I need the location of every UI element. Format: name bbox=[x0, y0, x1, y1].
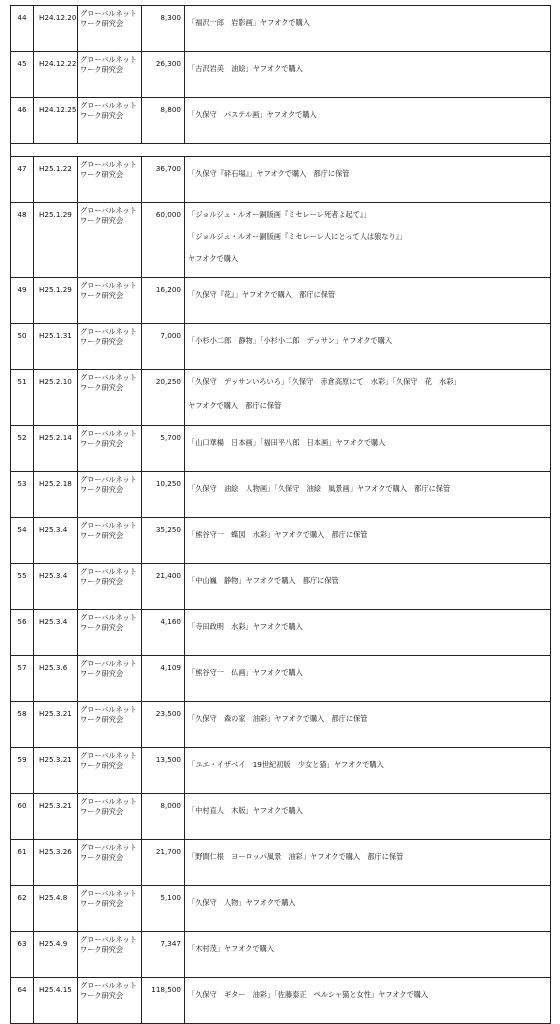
entry-number: 54 bbox=[11, 518, 34, 564]
entry-organization: グローバルネットワーク研究会 bbox=[78, 702, 142, 748]
entry-description bbox=[185, 932, 551, 978]
description-line: 「久保守『砕石場』」ヤフオクで購入 都庁に保管 bbox=[188, 169, 350, 178]
entry-amount: 4,109 bbox=[142, 656, 185, 702]
description-line: 「久保守 森の家 油彩」ヤフオクで購入 都庁に保管 bbox=[188, 714, 368, 723]
entry-date: H25.1.29 bbox=[34, 203, 78, 278]
entry-date: H24.12.25 bbox=[34, 98, 78, 144]
entry-date: H24.12.20 bbox=[34, 6, 78, 52]
entry-date: H25.3.26 bbox=[34, 840, 78, 886]
entry-amount: 20,250 bbox=[142, 370, 185, 426]
entry-number: 59 bbox=[11, 748, 34, 794]
entry-date: H25.3.21 bbox=[34, 748, 78, 794]
description-line: 「ジョルジュ・ルオー銅版画『ミセレーレ死者よ起て』」 bbox=[188, 210, 371, 219]
table-row bbox=[11, 610, 551, 656]
entry-description bbox=[185, 426, 551, 472]
description-line: 「ジョルジュ・ルオー銅版画『ミセレーレ人にとって人は狼なり』」 bbox=[188, 232, 407, 241]
description-line: 「ユエ・イザベイ 19世紀初版 少女と猫」ヤフオクで購入 bbox=[188, 760, 384, 769]
entry-organization: グローバルネットワーク研究会 bbox=[78, 98, 142, 144]
table-row bbox=[11, 518, 551, 564]
entry-number: 55 bbox=[11, 564, 34, 610]
entry-date: H25.1.31 bbox=[34, 324, 78, 370]
entry-date: H25.3.4 bbox=[34, 564, 78, 610]
entry-description bbox=[185, 610, 551, 656]
entry-description bbox=[185, 748, 551, 794]
entry-date: H25.3.21 bbox=[34, 794, 78, 840]
entry-amount: 26,300 bbox=[142, 52, 185, 98]
table-row bbox=[11, 278, 551, 324]
entry-organization: グローバルネットワーク研究会 bbox=[78, 52, 142, 98]
entry-organization: グローバルネットワーク研究会 bbox=[78, 278, 142, 324]
description-line: 「久保守 デッサンいろいろ」「久保守 赤倉高原にて 水彩」「久保守 花 水彩」 bbox=[188, 377, 461, 386]
entry-description bbox=[185, 278, 551, 324]
description-line: 「熊谷守一 蝶図 水彩」ヤフオクで購入 都庁に保管 bbox=[188, 530, 368, 539]
entry-amount: 21,700 bbox=[142, 840, 185, 886]
entry-amount: 16,200 bbox=[142, 278, 185, 324]
table-row bbox=[11, 932, 551, 978]
description-line: ヤフオクで購入 bbox=[188, 254, 239, 263]
entry-description bbox=[185, 840, 551, 886]
table-row bbox=[11, 978, 551, 1024]
entry-number: 60 bbox=[11, 794, 34, 840]
entry-number: 64 bbox=[11, 978, 34, 1024]
entry-date: H25.4.15 bbox=[34, 978, 78, 1024]
table-row bbox=[11, 840, 551, 886]
entry-amount: 13,500 bbox=[142, 748, 185, 794]
table-row bbox=[11, 702, 551, 748]
entry-organization: グローバルネットワーク研究会 bbox=[78, 610, 142, 656]
table-row bbox=[11, 748, 551, 794]
entry-description bbox=[185, 324, 551, 370]
entry-organization: グローバルネットワーク研究会 bbox=[78, 6, 142, 52]
entry-description bbox=[185, 518, 551, 564]
description-line: 「山口華楊 日本画」「福田平八郎 日本画」ヤフオクで購入 bbox=[188, 438, 386, 447]
entry-date: H25.3.21 bbox=[34, 702, 78, 748]
entry-number: 45 bbox=[11, 52, 34, 98]
description-line: 「古沢岩美 油絵」ヤフオクで購入 bbox=[188, 64, 303, 73]
entry-date: H24.12.22 bbox=[34, 52, 78, 98]
entry-description bbox=[185, 886, 551, 932]
description-line: 「久保守 パステル画」ヤフオクで購入 bbox=[188, 110, 317, 119]
description-line: 「小杉小二郎 静物」「小杉小二郎 デッサン」ヤフオクで購入 bbox=[188, 336, 393, 345]
description-line: ヤフオクで購入 都庁に保管 bbox=[188, 401, 282, 410]
entry-amount: 35,250 bbox=[142, 518, 185, 564]
entry-organization: グローバルネットワーク研究会 bbox=[78, 564, 142, 610]
entry-number: 62 bbox=[11, 886, 34, 932]
gap-cell bbox=[11, 144, 551, 157]
entry-description bbox=[185, 52, 551, 98]
entry-number: 49 bbox=[11, 278, 34, 324]
description-line: 「久保守 人物」ヤフオクで購入 bbox=[188, 898, 296, 907]
entry-number: 61 bbox=[11, 840, 34, 886]
entry-amount: 8,800 bbox=[142, 98, 185, 144]
entry-organization: グローバルネットワーク研究会 bbox=[78, 157, 142, 203]
entry-organization: グローバルネットワーク研究会 bbox=[78, 324, 142, 370]
entry-amount: 5,700 bbox=[142, 426, 185, 472]
entry-amount: 4,160 bbox=[142, 610, 185, 656]
entry-number: 51 bbox=[11, 370, 34, 426]
entry-description bbox=[185, 702, 551, 748]
entry-number: 58 bbox=[11, 702, 34, 748]
entry-amount: 60,000 bbox=[142, 203, 185, 278]
description-line: 「木村茂」ヤフオクで購入 bbox=[188, 944, 275, 953]
entry-amount: 10,250 bbox=[142, 472, 185, 518]
entry-number: 63 bbox=[11, 932, 34, 978]
entry-date: H25.3.6 bbox=[34, 656, 78, 702]
entry-number: 53 bbox=[11, 472, 34, 518]
table-row bbox=[11, 794, 551, 840]
description-line: 「久保守 ギター 油彩」「佐藤泰正 ペルシャ猫と女性」ヤフオクで購入 bbox=[188, 990, 429, 999]
table-row bbox=[11, 157, 551, 203]
entry-number: 52 bbox=[11, 426, 34, 472]
description-line: 「野間仁根 ヨーロッパ風景 油彩」ヤフオクで購入 都庁に保管 bbox=[188, 852, 404, 861]
entry-amount: 7,347 bbox=[142, 932, 185, 978]
entry-amount: 7,000 bbox=[142, 324, 185, 370]
entry-description bbox=[185, 157, 551, 203]
entry-organization: グローバルネットワーク研究会 bbox=[78, 840, 142, 886]
entry-amount: 21,400 bbox=[142, 564, 185, 610]
table-row bbox=[11, 886, 551, 932]
entry-organization: グローバルネットワーク研究会 bbox=[78, 794, 142, 840]
entry-date: H25.2.10 bbox=[34, 370, 78, 426]
entry-organization: グローバルネットワーク研究会 bbox=[78, 472, 142, 518]
entry-description bbox=[185, 203, 551, 278]
entry-amount: 8,300 bbox=[142, 6, 185, 52]
entry-organization: グローバルネットワーク研究会 bbox=[78, 978, 142, 1024]
description-line: 「寺田政明 水彩」ヤフオクで購入 bbox=[188, 622, 303, 631]
entry-number: 46 bbox=[11, 98, 34, 144]
table-row bbox=[11, 472, 551, 518]
table-row bbox=[11, 52, 551, 98]
entry-organization: グローバルネットワーク研究会 bbox=[78, 932, 142, 978]
entry-organization: グローバルネットワーク研究会 bbox=[78, 886, 142, 932]
table-row bbox=[11, 324, 551, 370]
entry-number: 50 bbox=[11, 324, 34, 370]
entry-number: 44 bbox=[11, 6, 34, 52]
entry-organization: グローバルネットワーク研究会 bbox=[78, 426, 142, 472]
entry-description bbox=[185, 98, 551, 144]
table-row bbox=[11, 370, 551, 426]
entry-organization: グローバルネットワーク研究会 bbox=[78, 656, 142, 702]
entry-description bbox=[185, 794, 551, 840]
entry-date: H25.1.22 bbox=[34, 157, 78, 203]
description-line: 「久保守 油絵 人物画」「久保守 油絵 風景画」ヤフオクで購入 都庁に保管 bbox=[188, 484, 451, 493]
entry-date: H25.3.4 bbox=[34, 518, 78, 564]
entry-description bbox=[185, 472, 551, 518]
expense-table-page bbox=[10, 5, 551, 1024]
description-line: 「中村直人 木版」ヤフオクで購入 bbox=[188, 806, 303, 815]
entry-organization: グローバルネットワーク研究会 bbox=[78, 370, 142, 426]
entry-organization: グローバルネットワーク研究会 bbox=[78, 203, 142, 278]
description-line: 「中山巍 静物」ヤフオクで購入 都庁に保管 bbox=[188, 576, 339, 585]
table-row bbox=[11, 6, 551, 52]
entry-organization: グローバルネットワーク研究会 bbox=[78, 518, 142, 564]
entry-description bbox=[185, 370, 551, 426]
entry-date: H25.4.9 bbox=[34, 932, 78, 978]
entry-description bbox=[185, 564, 551, 610]
entry-number: 48 bbox=[11, 203, 34, 278]
entry-amount: 36,700 bbox=[142, 157, 185, 203]
entry-amount: 5,100 bbox=[142, 886, 185, 932]
table-gap-row bbox=[11, 144, 551, 157]
expense-table-body bbox=[11, 6, 551, 1024]
entry-amount: 118,500 bbox=[142, 978, 185, 1024]
description-line: 「福沢一郎 岩影画」ヤフオクで購入 bbox=[188, 18, 310, 27]
table-row bbox=[11, 98, 551, 144]
description-line: 「熊谷守一 仏画」ヤフオクで購入 bbox=[188, 668, 303, 677]
entry-description bbox=[185, 656, 551, 702]
entry-date: H25.1.29 bbox=[34, 278, 78, 324]
description-line: 「久保守『花』」ヤフオクで購入 都庁に保管 bbox=[188, 290, 336, 299]
expense-table bbox=[10, 5, 551, 1024]
entry-amount: 8,000 bbox=[142, 794, 185, 840]
entry-date: H25.4.8 bbox=[34, 886, 78, 932]
entry-date: H25.3.4 bbox=[34, 610, 78, 656]
entry-description bbox=[185, 978, 551, 1024]
entry-amount: 23,500 bbox=[142, 702, 185, 748]
entry-description bbox=[185, 6, 551, 52]
entry-date: H25.2.18 bbox=[34, 472, 78, 518]
table-row bbox=[11, 203, 551, 278]
entry-date: H25.2.14 bbox=[34, 426, 78, 472]
entry-number: 57 bbox=[11, 656, 34, 702]
table-row bbox=[11, 564, 551, 610]
table-row bbox=[11, 426, 551, 472]
table-row bbox=[11, 656, 551, 702]
entry-number: 47 bbox=[11, 157, 34, 203]
entry-organization: グローバルネットワーク研究会 bbox=[78, 748, 142, 794]
entry-number: 56 bbox=[11, 610, 34, 656]
